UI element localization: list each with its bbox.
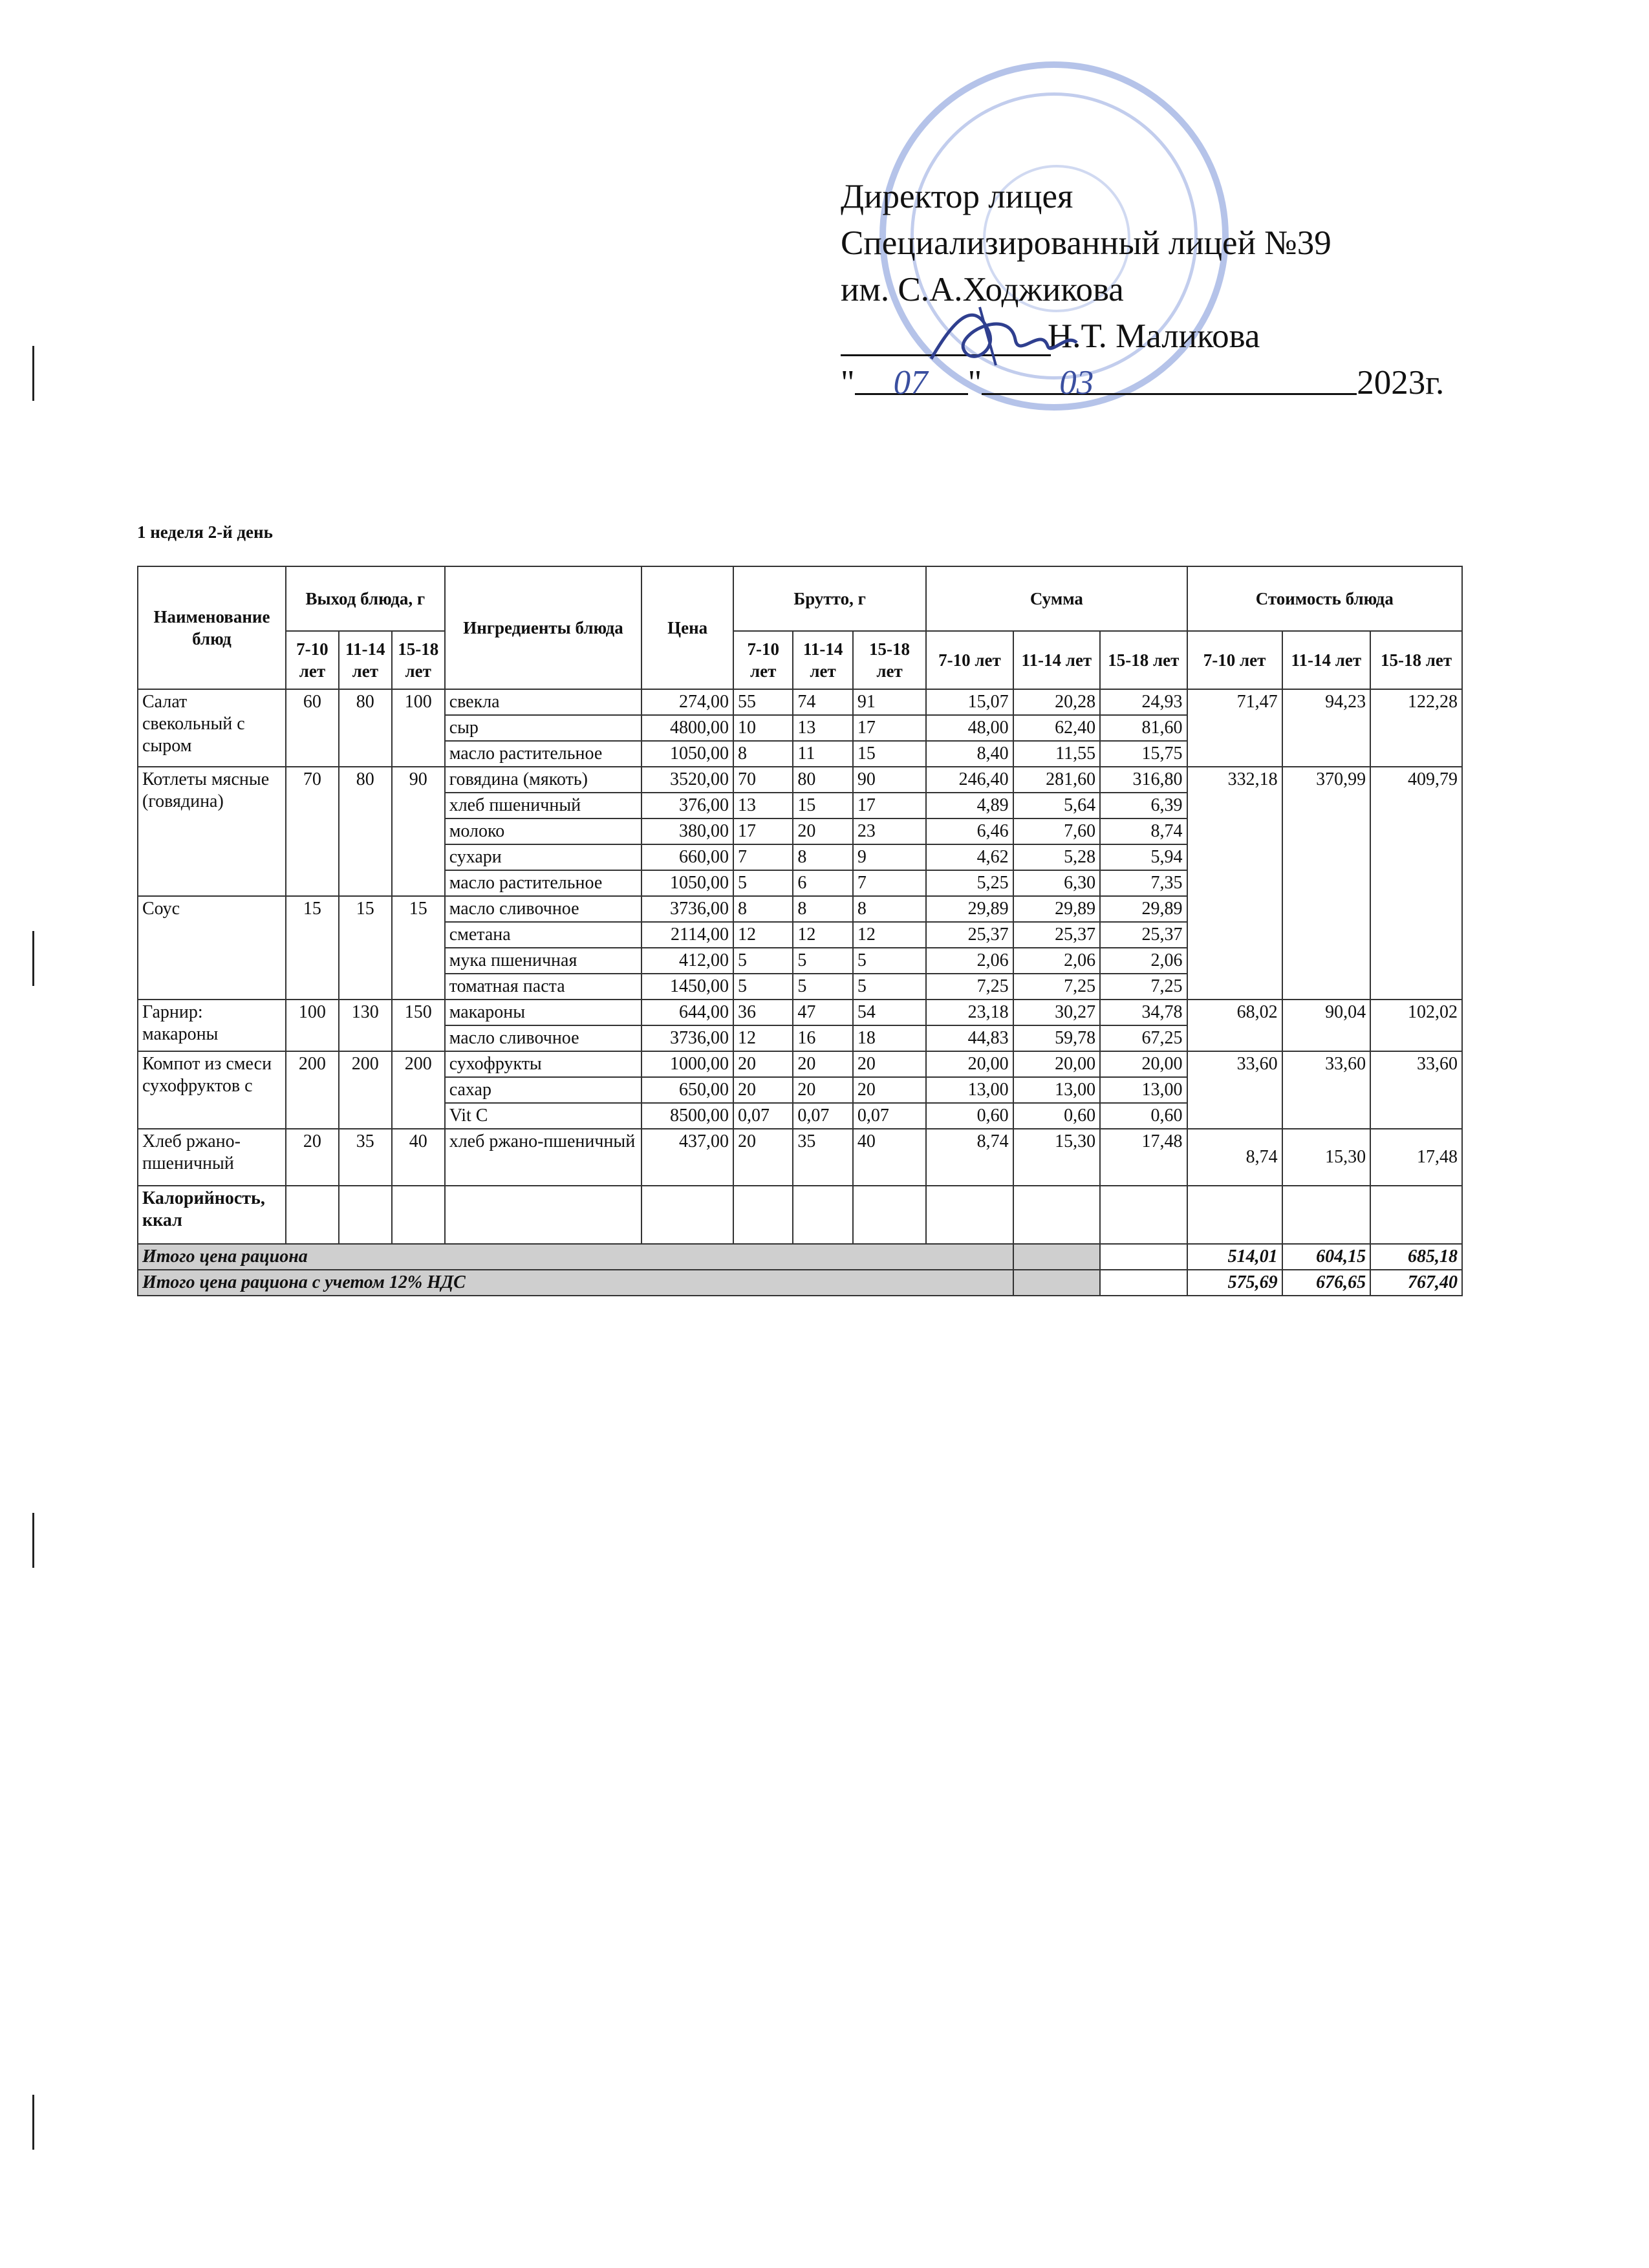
header-brutto-age1: 7-10 лет: [733, 631, 793, 689]
ingredient-brutto: 9: [853, 844, 926, 870]
ingredient-price: 380,00: [641, 818, 733, 844]
ingredient-sum: 29,89: [1013, 896, 1100, 922]
ingredient-name: макароны: [445, 1000, 642, 1025]
ingredient-brutto: 20: [793, 818, 852, 844]
empty-cell: [853, 1186, 926, 1244]
ingredient-sum: 29,89: [926, 896, 1013, 922]
header-price: Цена: [641, 566, 733, 689]
ingredient-brutto: 35: [793, 1129, 852, 1186]
ingredient-brutto: 17: [733, 818, 793, 844]
empty-cell: [1100, 1270, 1187, 1296]
empty-cell: [339, 1186, 392, 1244]
dish-yield: 60: [286, 689, 339, 767]
total-row: [138, 1244, 1462, 1270]
date-quote-open: ": [841, 364, 855, 401]
ingredient-price: 660,00: [641, 844, 733, 870]
ingredient-sum: 25,37: [1100, 922, 1187, 948]
total-value: 514,01: [1187, 1244, 1282, 1270]
dish-yield: 90: [392, 767, 445, 896]
ingredient-name: хлеб ржано-пшеничный: [445, 1129, 642, 1186]
ingredient-sum: 25,37: [1013, 922, 1100, 948]
ingredient-price: 650,00: [641, 1077, 733, 1103]
ingredient-brutto: 8: [793, 896, 852, 922]
ingredient-brutto: 8: [793, 844, 852, 870]
ingredient-brutto: 20: [853, 1051, 926, 1077]
ingredient-sum: 8,74: [926, 1129, 1013, 1186]
ingredient-brutto: 10: [733, 715, 793, 741]
ingredient-brutto: 55: [733, 689, 793, 715]
total-label: Итого цена рациона с учетом 12% НДС: [138, 1270, 1013, 1296]
dish-name: Соус: [138, 896, 286, 1000]
approval-name: Н.Т. Маликова: [1048, 317, 1260, 355]
ingredient-price: 274,00: [641, 689, 733, 715]
date-month: 03: [1059, 364, 1094, 401]
ingredient-name: свекла: [445, 689, 642, 715]
scan-edge-mark: [32, 1513, 34, 1568]
dish-cost: 370,99: [1282, 767, 1371, 1000]
ingredient-brutto: 15: [793, 793, 852, 818]
header-brutto-age2: 11-14 лет: [793, 631, 852, 689]
dish-cost: 33,60: [1282, 1051, 1371, 1129]
ingredient-price: 8500,00: [641, 1103, 733, 1129]
header-sum-age1: 7-10 лет: [926, 631, 1013, 689]
dish-cost: 122,28: [1370, 689, 1462, 767]
header-yield-age1: 7-10 лет: [286, 631, 339, 689]
ingredient-price: 412,00: [641, 948, 733, 974]
ingredient-price: 3736,00: [641, 1025, 733, 1051]
ingredient-sum: 7,60: [1013, 818, 1100, 844]
ingredient-price: 1450,00: [641, 974, 733, 1000]
table-row: [138, 689, 1462, 715]
ingredient-brutto: 20: [853, 1077, 926, 1103]
table-row: [138, 1129, 1462, 1186]
ingredient-price: 3736,00: [641, 896, 733, 922]
ingredient-sum: 17,48: [1100, 1129, 1187, 1186]
ingredient-brutto: 16: [793, 1025, 852, 1051]
ingredient-brutto: 5: [733, 948, 793, 974]
empty-cell: [733, 1186, 793, 1244]
ingredient-sum: 7,35: [1100, 870, 1187, 896]
ingredient-price: 376,00: [641, 793, 733, 818]
total-value: 575,69: [1187, 1270, 1282, 1296]
ingredient-brutto: 5: [733, 870, 793, 896]
empty-cell: [1370, 1186, 1462, 1244]
total-label: Итого цена рациона: [138, 1244, 1013, 1270]
ingredient-brutto: 20: [733, 1077, 793, 1103]
ingredient-name: масло растительное: [445, 741, 642, 767]
page-subtitle: 1 неделя 2-й день: [137, 522, 273, 542]
dish-cost: 332,18: [1187, 767, 1282, 1000]
dish-cost: 409,79: [1370, 767, 1462, 1000]
ingredient-price: 1050,00: [641, 741, 733, 767]
dish-yield: 35: [339, 1129, 392, 1186]
empty-cell: [1013, 1270, 1100, 1296]
ingredient-brutto: 20: [733, 1129, 793, 1186]
dish-yield: 40: [392, 1129, 445, 1186]
ingredient-name: сахар: [445, 1077, 642, 1103]
dish-yield: 20: [286, 1129, 339, 1186]
ingredient-sum: 30,27: [1013, 1000, 1100, 1025]
ingredient-brutto: 20: [733, 1051, 793, 1077]
ingredient-brutto: 15: [853, 741, 926, 767]
ingredient-brutto: 47: [793, 1000, 852, 1025]
ingredient-brutto: 5: [793, 974, 852, 1000]
calories-row: [138, 1186, 1462, 1244]
ingredient-sum: 5,25: [926, 870, 1013, 896]
ingredient-name: масло растительное: [445, 870, 642, 896]
ingredient-name: сыр: [445, 715, 642, 741]
ingredient-brutto: 0,07: [793, 1103, 852, 1129]
dish-yield: 80: [339, 689, 392, 767]
header-cost-age3: 15-18 лет: [1370, 631, 1462, 689]
header-brutto: Брутто, г: [733, 566, 926, 631]
header-sum-age2: 11-14 лет: [1013, 631, 1100, 689]
ingredient-name: томатная паста: [445, 974, 642, 1000]
ingredient-brutto: 12: [733, 922, 793, 948]
ingredient-brutto: 6: [793, 870, 852, 896]
ingredient-brutto: 36: [733, 1000, 793, 1025]
ingredient-sum: 13,00: [1100, 1077, 1187, 1103]
ingredient-sum: 23,18: [926, 1000, 1013, 1025]
signature-icon: [918, 288, 1086, 385]
ingredient-price: 1050,00: [641, 870, 733, 896]
ingredient-sum: 29,89: [1100, 896, 1187, 922]
ingredient-sum: 34,78: [1100, 1000, 1187, 1025]
dish-cost: 71,47: [1187, 689, 1282, 767]
ingredient-sum: 0,60: [1100, 1103, 1187, 1129]
ingredient-brutto: 13: [793, 715, 852, 741]
dish-yield: 70: [286, 767, 339, 896]
ingredient-name: хлеб пшеничный: [445, 793, 642, 818]
ingredient-name: мука пшеничная: [445, 948, 642, 974]
ingredient-sum: 4,62: [926, 844, 1013, 870]
ingredient-sum: 5,28: [1013, 844, 1100, 870]
dish-yield: 15: [392, 896, 445, 1000]
ingredient-sum: 25,37: [926, 922, 1013, 948]
approval-title: Директор лицея: [841, 178, 1073, 215]
header-cost-age2: 11-14 лет: [1282, 631, 1371, 689]
ingredient-brutto: 8: [733, 896, 793, 922]
ingredient-price: 1000,00: [641, 1051, 733, 1077]
ingredient-sum: 5,94: [1100, 844, 1187, 870]
dish-yield: 200: [392, 1051, 445, 1129]
ingredient-brutto: 5: [793, 948, 852, 974]
dish-cost: 102,02: [1370, 1000, 1462, 1051]
ingredient-name: сметана: [445, 922, 642, 948]
ingredient-sum: 6,39: [1100, 793, 1187, 818]
ingredient-brutto: 23: [853, 818, 926, 844]
dish-name: Хлеб ржано-пшеничный: [138, 1129, 286, 1186]
ingredient-brutto: 20: [793, 1077, 852, 1103]
ingredient-sum: 7,25: [1013, 974, 1100, 1000]
ingredient-brutto: 8: [853, 896, 926, 922]
header-sum-age3: 15-18 лет: [1100, 631, 1187, 689]
total-value: 676,65: [1282, 1270, 1371, 1296]
ingredient-sum: 20,00: [1100, 1051, 1187, 1077]
dish-yield: 200: [339, 1051, 392, 1129]
menu-table: [137, 566, 1463, 1296]
dish-cost: 94,23: [1282, 689, 1371, 767]
ingredient-sum: 6,30: [1013, 870, 1100, 896]
ingredient-sum: 13,00: [1013, 1077, 1100, 1103]
ingredient-sum: 13,00: [926, 1077, 1013, 1103]
approval-org2: им. С.А.Ходжикова: [841, 271, 1124, 308]
dish-cost: 15,30: [1282, 1129, 1371, 1186]
ingredient-sum: 281,60: [1013, 767, 1100, 793]
ingredient-name: говядина (мякоть): [445, 767, 642, 793]
table-row: [138, 1000, 1462, 1025]
ingredient-sum: 15,30: [1013, 1129, 1100, 1186]
table-row: [138, 767, 1462, 793]
ingredient-sum: 11,55: [1013, 741, 1100, 767]
ingredient-brutto: 74: [793, 689, 852, 715]
ingredient-name: масло сливочное: [445, 896, 642, 922]
ingredient-sum: 4,89: [926, 793, 1013, 818]
ingredient-brutto: 5: [853, 974, 926, 1000]
total-value: 604,15: [1282, 1244, 1371, 1270]
ingredient-sum: 7,25: [926, 974, 1013, 1000]
ingredient-sum: 44,83: [926, 1025, 1013, 1051]
dish-yield: 100: [392, 689, 445, 767]
dish-yield: 80: [339, 767, 392, 896]
ingredient-brutto: 17: [853, 793, 926, 818]
table-row: [138, 1051, 1462, 1077]
ingredient-brutto: 80: [793, 767, 852, 793]
ingredient-price: 437,00: [641, 1129, 733, 1186]
dish-name: Котлеты мясные (говядина): [138, 767, 286, 896]
ingredient-brutto: 20: [793, 1051, 852, 1077]
ingredient-sum: 59,78: [1013, 1025, 1100, 1051]
ingredient-sum: 8,40: [926, 741, 1013, 767]
header-brutto-age3: 15-18 лет: [853, 631, 926, 689]
header-name: Наименование блюд: [138, 566, 286, 689]
dish-name: Компот из смеси сухофруктов с: [138, 1051, 286, 1129]
empty-cell: [1013, 1244, 1100, 1270]
ingredient-brutto: 7: [853, 870, 926, 896]
date-quote-close: ": [967, 364, 982, 401]
empty-cell: [1100, 1244, 1187, 1270]
dish-yield: 15: [286, 896, 339, 1000]
total-value: 767,40: [1370, 1270, 1462, 1296]
ingredient-price: 2114,00: [641, 922, 733, 948]
ingredient-sum: 20,00: [926, 1051, 1013, 1077]
dish-yield: 130: [339, 1000, 392, 1051]
total-value: 685,18: [1370, 1244, 1462, 1270]
header-yield: Выход блюда, г: [286, 566, 445, 631]
ingredient-sum: 20,28: [1013, 689, 1100, 715]
ingredient-brutto: 18: [853, 1025, 926, 1051]
dish-yield: 150: [392, 1000, 445, 1051]
ingredient-sum: 0,60: [926, 1103, 1013, 1129]
ingredient-price: 4800,00: [641, 715, 733, 741]
empty-cell: [926, 1186, 1013, 1244]
scan-edge-mark: [32, 931, 34, 986]
ingredient-brutto: 5: [853, 948, 926, 974]
header-cost-age1: 7-10 лет: [1187, 631, 1282, 689]
ingredient-sum: 24,93: [1100, 689, 1187, 715]
calories-label: Калорийность, ккал: [138, 1186, 286, 1244]
empty-cell: [392, 1186, 445, 1244]
ingredient-name: Vit C: [445, 1103, 642, 1129]
empty-cell: [793, 1186, 852, 1244]
dish-name: Гарнир: макароны: [138, 1000, 286, 1051]
scan-edge-mark: [32, 346, 34, 401]
ingredient-brutto: 0,07: [733, 1103, 793, 1129]
ingredient-sum: 2,06: [1100, 948, 1187, 974]
ingredient-sum: 20,00: [1013, 1051, 1100, 1077]
ingredient-sum: 15,07: [926, 689, 1013, 715]
scan-edge-mark: [32, 2095, 34, 2150]
ingredient-brutto: 7: [733, 844, 793, 870]
ingredient-brutto: 8: [733, 741, 793, 767]
ingredient-price: 644,00: [641, 1000, 733, 1025]
empty-cell: [1100, 1186, 1187, 1244]
ingredient-sum: 0,60: [1013, 1103, 1100, 1129]
ingredient-sum: 5,64: [1013, 793, 1100, 818]
header-yield-age2: 11-14 лет: [339, 631, 392, 689]
dish-yield: 200: [286, 1051, 339, 1129]
header-cost: Стоимость блюда: [1187, 566, 1462, 631]
empty-cell: [286, 1186, 339, 1244]
dish-yield: 100: [286, 1000, 339, 1051]
ingredient-name: молоко: [445, 818, 642, 844]
ingredient-brutto: 70: [733, 767, 793, 793]
ingredient-brutto: 13: [733, 793, 793, 818]
empty-cell: [1187, 1186, 1282, 1244]
ingredient-sum: 8,74: [1100, 818, 1187, 844]
dish-cost: 33,60: [1370, 1051, 1462, 1129]
date-day: 07: [893, 364, 928, 401]
ingredient-brutto: 5: [733, 974, 793, 1000]
empty-cell: [445, 1186, 642, 1244]
empty-cell: [1282, 1186, 1371, 1244]
ingredient-sum: 81,60: [1100, 715, 1187, 741]
ingredient-sum: 48,00: [926, 715, 1013, 741]
ingredient-sum: 62,40: [1013, 715, 1100, 741]
ingredient-brutto: 12: [793, 922, 852, 948]
ingredient-name: сухари: [445, 844, 642, 870]
ingredient-sum: 7,25: [1100, 974, 1187, 1000]
ingredient-brutto: 0,07: [853, 1103, 926, 1129]
dish-cost: 33,60: [1187, 1051, 1282, 1129]
header-sum: Сумма: [926, 566, 1187, 631]
dish-cost: 17,48: [1370, 1129, 1462, 1186]
ingredient-sum: 246,40: [926, 767, 1013, 793]
ingredient-brutto: 90: [853, 767, 926, 793]
ingredient-sum: 67,25: [1100, 1025, 1187, 1051]
dish-cost: 8,74: [1187, 1129, 1282, 1186]
menu-table-body: [138, 689, 1462, 1296]
ingredient-brutto: 17: [853, 715, 926, 741]
ingredient-brutto: 54: [853, 1000, 926, 1025]
date-year: 2023г.: [1357, 364, 1445, 401]
ingredient-sum: 6,46: [926, 818, 1013, 844]
dish-cost: 68,02: [1187, 1000, 1282, 1051]
empty-cell: [1013, 1186, 1100, 1244]
ingredient-brutto: 91: [853, 689, 926, 715]
ingredient-brutto: 12: [853, 922, 926, 948]
ingredient-sum: 15,75: [1100, 741, 1187, 767]
ingredient-brutto: 40: [853, 1129, 926, 1186]
approval-org: Специализированный лицей №39: [841, 224, 1331, 262]
dish-cost: 90,04: [1282, 1000, 1371, 1051]
ingredient-name: сухофрукты: [445, 1051, 642, 1077]
ingredient-brutto: 11: [793, 741, 852, 767]
ingredient-sum: 316,80: [1100, 767, 1187, 793]
ingredient-sum: 2,06: [1013, 948, 1100, 974]
dish-name: Салат свекольный с сыром: [138, 689, 286, 767]
header-ingredients: Ингредиенты блюда: [445, 566, 642, 689]
empty-cell: [641, 1186, 733, 1244]
ingredient-price: 3520,00: [641, 767, 733, 793]
dish-yield: 15: [339, 896, 392, 1000]
ingredient-brutto: 12: [733, 1025, 793, 1051]
total-row: [138, 1270, 1462, 1296]
ingredient-name: масло сливочное: [445, 1025, 642, 1051]
header-yield-age3: 15-18 лет: [392, 631, 445, 689]
ingredient-sum: 2,06: [926, 948, 1013, 974]
